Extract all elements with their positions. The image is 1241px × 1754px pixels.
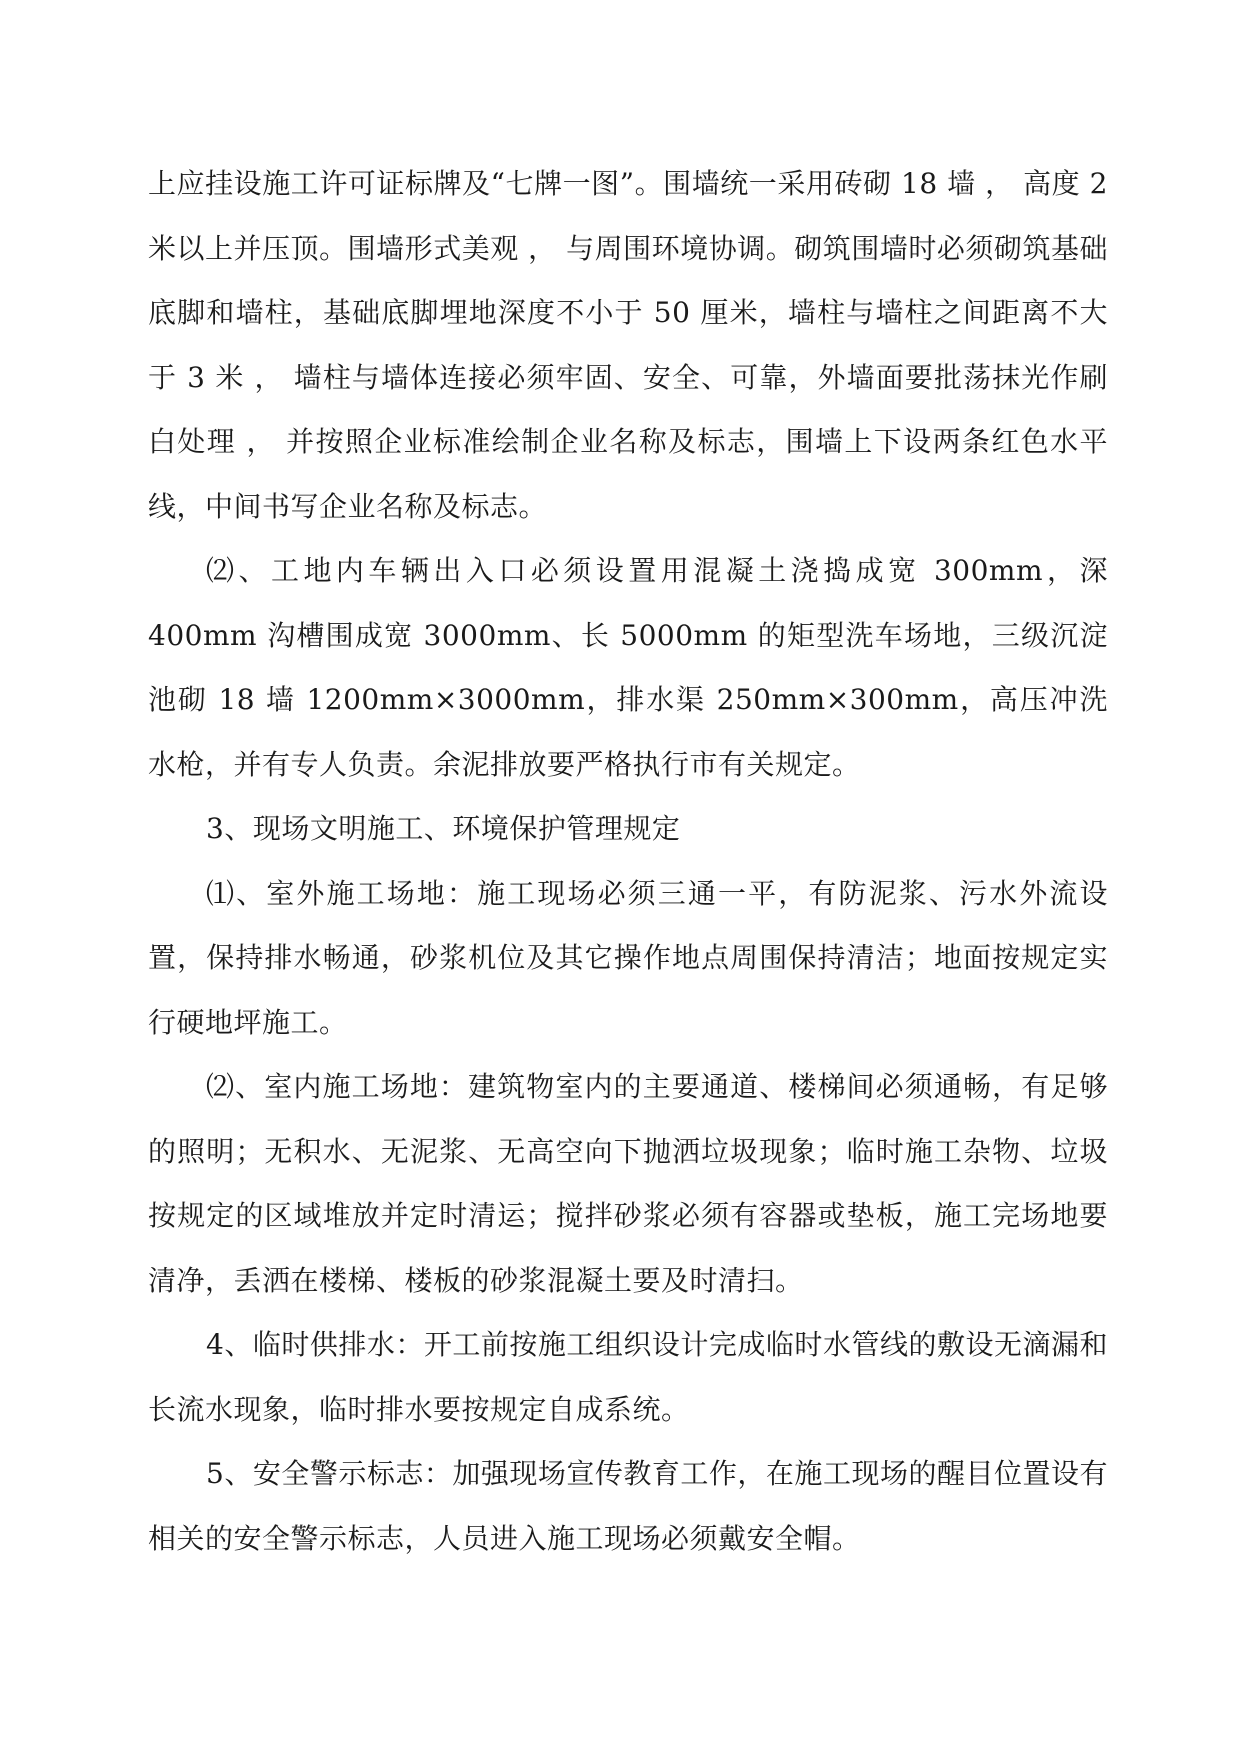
paragraph-wall-construction: 上应挂设施工许可证标牌及“七牌一图”。围墙统一采用砖砌 18 墙 ， 高度 2 米以上并压顶。围墙形式美观 ， 与周围环境协调。砌筑围墙时必须砌筑基础底脚和墙柱，基础底脚埋地深度不小于 50 厘米，墙柱与墙柱之间距离不大于 3 米 ， 墙柱与墙体连接必须牢固、安全、可靠，外墙面要批荡抹光作刷白处理 ， 并按照企业标准绘制企业名称及标志，围墙上下设两条红色水平线，中间书写企业名称及标志。	[148, 167, 1108, 523]
paragraph-temporary-water: 4、临时供排水：开工前按施工组织设计完成临时水管线的敷设无滴漏和长流水现象，临时排水要按规定自成系统。	[148, 1328, 1108, 1426]
paragraph-indoor-site: ⑵、室内施工场地：建筑物室内的主要通道、楼梯间必须通畅，有足够的照明；无积水、无泥浆、无高空向下抛洒垃圾现象；临时施工杂物、垃圾按规定的区域堆放并定时清运；搅拌砂浆必须有容器或垫板，施工完场地要清净，丢洒在楼梯、楼板的砂浆混凝土要及时清扫。	[148, 1070, 1108, 1297]
document-body	[148, 152, 1108, 1571]
section-heading-civilized-construction: 3、现场文明施工、环境保护管理规定	[206, 812, 681, 845]
paragraph-safety-signs: 5、安全警示标志：加强现场宣传教育工作，在施工现场的醒目位置设有相关的安全警示标志，人员进入施工现场必须戴安全帽。	[148, 1457, 1108, 1555]
paragraph-outdoor-site: ⑴、室外施工场地：施工现场必须三通一平，有防泥浆、污水外流设置，保持排水畅通，砂浆机位及其它操作地点周围保持清洁；地面按规定实行硬地坪施工。	[148, 876, 1108, 1039]
paragraph-vehicle-wash: ⑵、工地内车辆出入口必须设置用混凝土浇捣成宽 300mm，深 400mm 沟槽围成宽 3000mm、长 5000mm 的矩型洗车场地，三级沉淀池砌 18 墙 1200mm×3000mm，排水渠 250mm×300mm，高压冲洗水枪，并有专人负责。余泥排放要严格执行市有关规定。	[148, 554, 1108, 781]
